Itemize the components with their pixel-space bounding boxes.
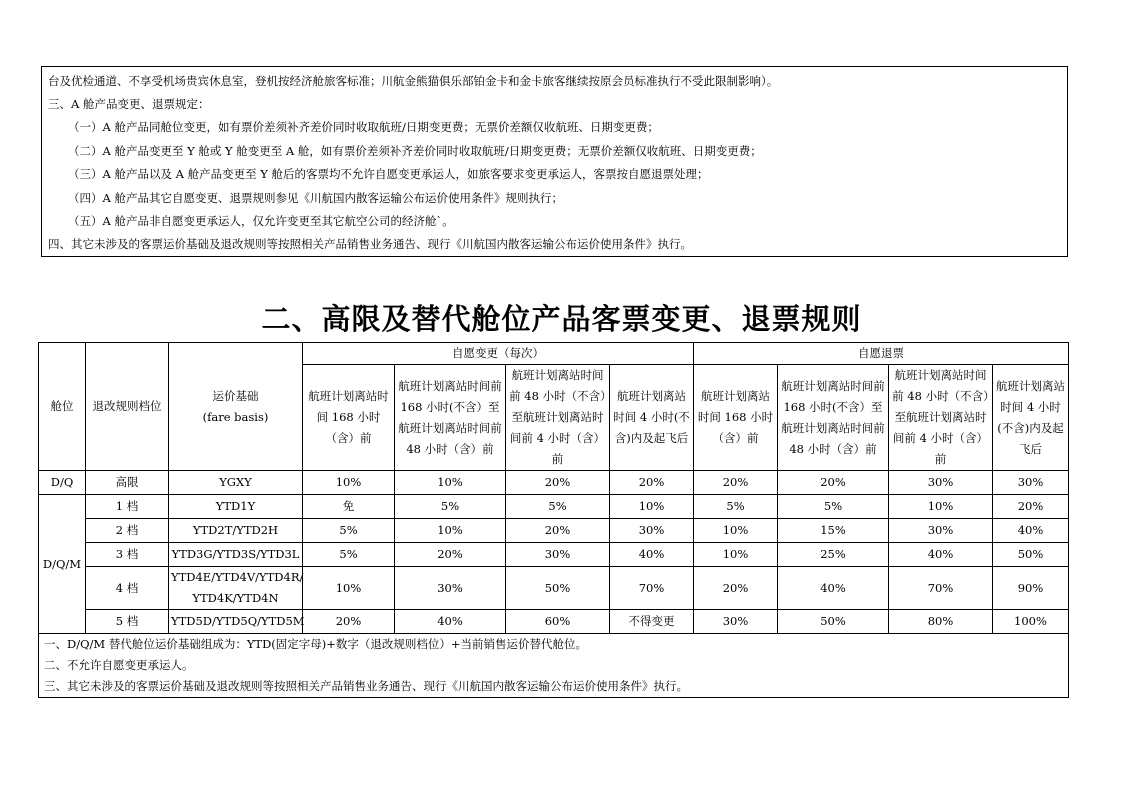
header-refund-col: 航班计划离站时间 4 小时(不含)内及起飞后 xyxy=(993,365,1069,471)
note-line: 一、D/Q/M 替代舱位运价基础组成为：YTD(固定字母)+数字（退改规则档位）+当前销售运价替代舱位。 xyxy=(44,637,588,651)
change-fee-cell: 10% xyxy=(303,567,395,610)
note-line: 二、不允许自愿变更承运人。 xyxy=(44,658,194,672)
table-row xyxy=(39,471,1069,495)
rules-table xyxy=(38,342,1069,698)
header-change-col: 航班计划离站时间 168 小时（含）前 xyxy=(303,365,395,471)
refund-fee-cell: 10% xyxy=(694,519,778,543)
change-fee-cell: 20% xyxy=(506,519,610,543)
refund-fee-cell: 20% xyxy=(694,567,778,610)
change-fee-cell: 60% xyxy=(506,610,610,634)
table-row xyxy=(39,610,1069,634)
level-cell: 1 档 xyxy=(86,495,169,519)
rules-line: （五）A 舱产品非自愿变更承运人，仅允许变更至其它航空公司的经济舱`。 xyxy=(68,214,454,228)
rules-line: 四、其它未涉及的客票运价基础及退改规则等按照相关产品销售业务通告、现行《川航国内散客运输公布运价使用条件》执行。 xyxy=(48,237,692,251)
change-fee-cell: 10% xyxy=(303,471,395,495)
cabin-cell: D/Q xyxy=(39,471,86,495)
change-fee-cell: 5% xyxy=(506,495,610,519)
rules-line: （一）A 舱产品同舱位变更，如有票价差须补齐差价同时收取航班/日期变更费；无票价差额仅收航班、日期变更费； xyxy=(68,120,659,134)
refund-fee-cell: 30% xyxy=(993,471,1069,495)
fare-cell: YTD3G/YTD3S/YTD3L xyxy=(169,543,303,567)
table-row xyxy=(39,543,1069,567)
notes-cell xyxy=(39,634,1069,698)
level-cell: 4 档 xyxy=(86,567,169,610)
header-refund-col: 航班计划离站时间 168 小时（含）前 xyxy=(694,365,778,471)
table-row xyxy=(39,495,1069,519)
refund-fee-cell: 90% xyxy=(993,567,1069,610)
change-fee-cell: 40% xyxy=(395,610,506,634)
refund-fee-cell: 20% xyxy=(778,471,889,495)
change-fee-cell: 40% xyxy=(610,543,694,567)
fare-cell: YTD4E/YTD4V/YTD4R/ YTD4K/YTD4N xyxy=(169,567,303,610)
rules-line: （二）A 舱产品变更至 Y 舱或 Y 舱变更至 A 舱，如有票价差须补齐差价同时收取航班/日期变更费；无票价差额仅收航班、日期变更费； xyxy=(68,144,762,158)
refund-fee-cell: 30% xyxy=(889,519,993,543)
header-change-col: 航班计划离站时间前 48 小时（不含）至航班计划离站时间前 4 小时（含）前 xyxy=(506,365,610,471)
header-cabin: 舱位 xyxy=(39,343,86,471)
refund-fee-cell: 40% xyxy=(993,519,1069,543)
level-cell: 2 档 xyxy=(86,519,169,543)
table-row xyxy=(39,567,1069,610)
fare-cell: YTD5D/YTD5Q/YTD5M xyxy=(169,610,303,634)
refund-fee-cell: 15% xyxy=(778,519,889,543)
change-fee-cell: 10% xyxy=(395,471,506,495)
change-fee-cell: 30% xyxy=(506,543,610,567)
rules-line: （三）A 舱产品以及 A 舱产品变更至 Y 舱后的客票均不允许自愿变更承运人，如旅客要求变更承运人，客票按自愿退票处理； xyxy=(68,167,709,181)
refund-fee-cell: 70% xyxy=(889,567,993,610)
header-refund-col: 航班计划离站时间前 168 小时(不含）至航班计划离站时间前 48 小时（含）前 xyxy=(778,365,889,471)
refund-fee-cell: 50% xyxy=(778,610,889,634)
refund-fee-cell: 40% xyxy=(778,567,889,610)
header-refund-group: 自愿退票 xyxy=(694,343,1069,365)
header-fare-basis xyxy=(169,343,303,471)
header-refund-col: 航班计划离站时间前 48 小时（不含）至航班计划离站时间前 4 小时（含）前 xyxy=(889,365,993,471)
refund-fee-cell: 100% xyxy=(993,610,1069,634)
notes-row xyxy=(39,634,1069,698)
header-row xyxy=(39,343,1069,365)
refund-fee-cell: 20% xyxy=(993,495,1069,519)
section-title: 二、高限及替代舱位产品客票变更、退票规则 xyxy=(261,302,862,336)
table-row xyxy=(39,519,1069,543)
change-fee-cell: 30% xyxy=(610,519,694,543)
note-line: 三、其它未涉及的客票运价基础及退改规则等按照相关产品销售业务通告、现行《川航国内散客运输公布运价使用条件》执行。 xyxy=(44,679,688,693)
rules-line: 三、A 舱产品变更、退票规定： xyxy=(48,97,210,111)
level-cell: 5 档 xyxy=(86,610,169,634)
refund-fee-cell: 20% xyxy=(694,471,778,495)
fare-cell: YTD2T/YTD2H xyxy=(169,519,303,543)
refund-fee-cell: 10% xyxy=(889,495,993,519)
refund-fee-cell: 80% xyxy=(889,610,993,634)
refund-fee-cell: 40% xyxy=(889,543,993,567)
header-change-col: 航班计划离站时间 4 小时(不含)内及起飞后 xyxy=(610,365,694,471)
change-fee-cell: 10% xyxy=(610,495,694,519)
change-fee-cell: 10% xyxy=(395,519,506,543)
fare-cell: YGXY xyxy=(169,471,303,495)
change-fee-cell: 不得变更 xyxy=(610,610,694,634)
level-cell: 3 档 xyxy=(86,543,169,567)
change-fee-cell: 20% xyxy=(506,471,610,495)
refund-fee-cell: 5% xyxy=(778,495,889,519)
change-fee-cell: 20% xyxy=(303,610,395,634)
refund-fee-cell: 50% xyxy=(993,543,1069,567)
change-fee-cell: 20% xyxy=(610,471,694,495)
refund-fee-cell: 30% xyxy=(694,610,778,634)
level-cell: 高限 xyxy=(86,471,169,495)
change-fee-cell: 5% xyxy=(303,543,395,567)
refund-fee-cell: 10% xyxy=(694,543,778,567)
refund-fee-cell: 25% xyxy=(778,543,889,567)
top-rules-box xyxy=(41,66,1068,257)
change-fee-cell: 50% xyxy=(506,567,610,610)
refund-fee-cell: 30% xyxy=(889,471,993,495)
rules-line: 台及优检通道、不享受机场贵宾休息室，登机按经济舱旅客标准；川航金熊猫俱乐部铂金卡和金卡旅客继续按原会员标准执行不受此限制影响）。 xyxy=(48,74,779,88)
change-fee-cell: 30% xyxy=(395,567,506,610)
change-fee-cell: 免 xyxy=(303,495,395,519)
change-fee-cell: 5% xyxy=(395,495,506,519)
header-rule-level: 退改规则档位 xyxy=(86,343,169,471)
header-change-group: 自愿变更（每次） xyxy=(303,343,694,365)
fare-basis-label: 运价基础 xyxy=(212,388,259,403)
header-change-col: 航班计划离站时间前 168 小时(不含）至航班计划离站时间前 48 小时（含）前 xyxy=(395,365,506,471)
rules-line: （四）A 舱产品其它自愿变更、退票规则参见《川航国内散客运输公布运价使用条件》规则执行； xyxy=(68,191,563,205)
fare-basis-en-label: (fare basis) xyxy=(202,409,269,424)
change-fee-cell: 5% xyxy=(303,519,395,543)
change-fee-cell: 20% xyxy=(395,543,506,567)
cabin-group-cell: D/Q/M xyxy=(39,495,86,634)
change-fee-cell: 70% xyxy=(610,567,694,610)
fare-cell: YTD1Y xyxy=(169,495,303,519)
refund-fee-cell: 5% xyxy=(694,495,778,519)
